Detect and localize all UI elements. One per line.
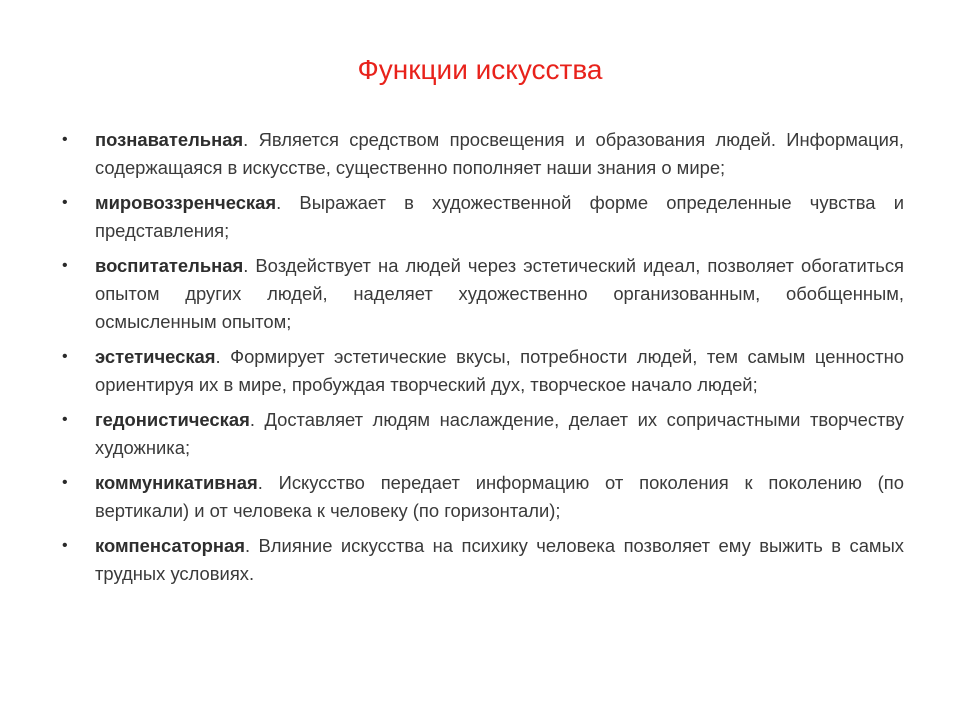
function-description: . Влияние искусства на психику человека позволяет ему выжить в самых трудных условиях. xyxy=(95,535,904,584)
bullet-icon: • xyxy=(62,411,68,428)
function-description: . Формирует эстетические вкусы, потребности людей, тем самым ценностно ориентируя их в мире, пробуждая творческий дух, творческое начало людей; xyxy=(95,346,904,395)
list-item xyxy=(62,469,904,525)
list-item xyxy=(62,532,904,588)
function-description: . Доставляет людям наслаждение, делает их сопричастными творчеству художника; xyxy=(95,409,904,458)
slide-title: Функции искусства xyxy=(357,54,603,85)
bullet-icon: • xyxy=(62,257,68,274)
list-item xyxy=(62,343,904,399)
function-term: мировоззренческая xyxy=(95,192,277,213)
function-term: гедонистическая xyxy=(95,409,250,430)
function-description: . Является средством просвещения и образования людей. Информация, содержащаяся в искусстве, существенно пополняет наши знания о мире; xyxy=(95,129,904,178)
function-term: эстетическая xyxy=(95,346,216,367)
function-term: воспитательная xyxy=(95,255,244,276)
bullet-icon: • xyxy=(62,474,68,491)
bullet-icon: • xyxy=(62,537,68,554)
function-term: компенсаторная xyxy=(95,535,245,556)
function-description: . Выражает в художественной форме определенные чувства и представления; xyxy=(95,192,904,241)
function-term: коммуникативная xyxy=(95,472,258,493)
list-item xyxy=(62,406,904,462)
list-item xyxy=(62,126,904,182)
functions-list xyxy=(62,126,904,595)
list-item xyxy=(62,189,904,245)
function-term: познавательная xyxy=(95,129,244,150)
bullet-icon: • xyxy=(62,194,68,211)
bullet-icon: • xyxy=(62,131,68,148)
function-description: . Воздействует на людей через эстетический идеал, позволяет обогатиться опытом других людей, наделяет художественно организованным, обобщенным, осмысленным опытом; xyxy=(95,255,904,332)
bullet-icon: • xyxy=(62,348,68,365)
function-description: . Искусство передает информацию от поколения к поколению (по вертикали) и от человека к человеку (по горизонтали); xyxy=(95,472,904,521)
list-item xyxy=(62,252,904,336)
